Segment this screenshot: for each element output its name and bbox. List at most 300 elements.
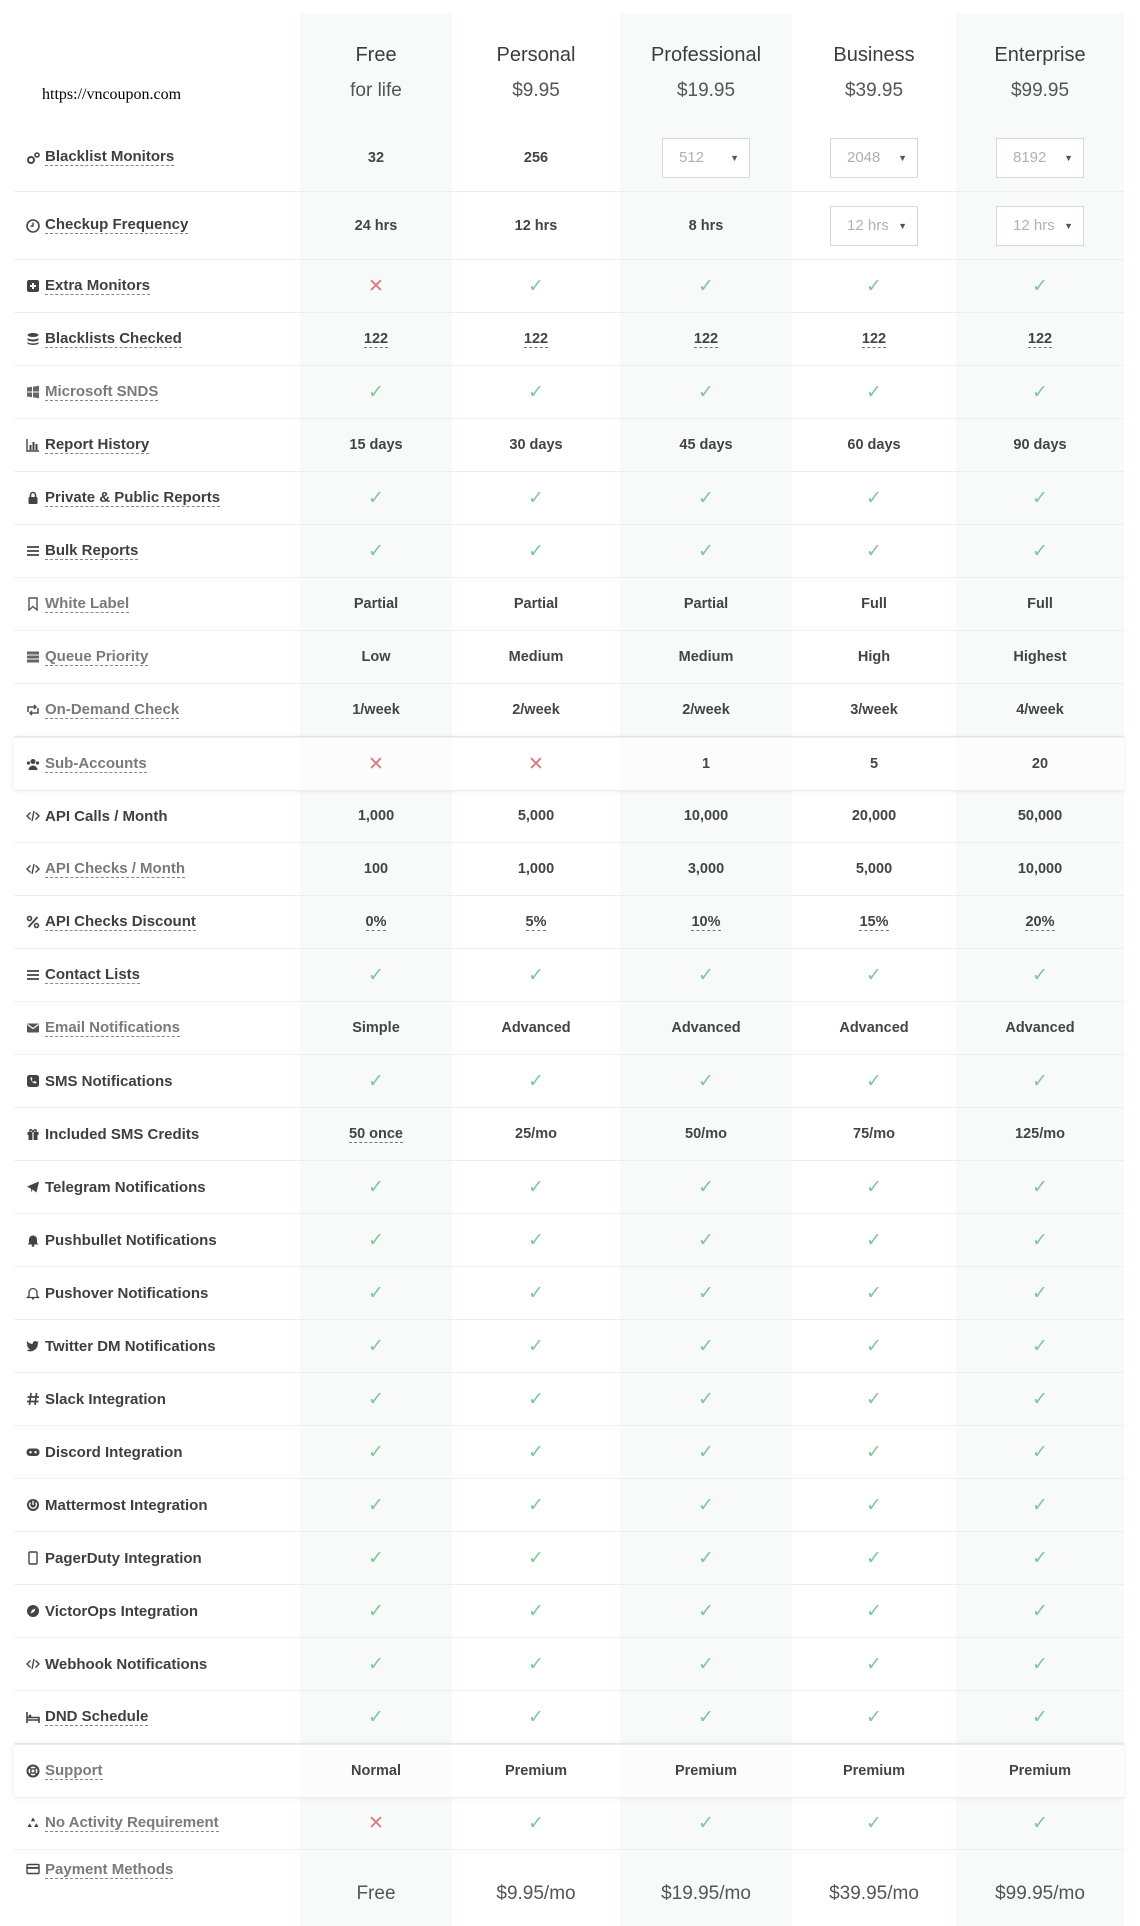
cross-icon: ✕ — [368, 275, 384, 297]
cell-blacklists-checked-enterprise[interactable] — [956, 313, 1124, 365]
feature-label-pushbullet-notifications — [14, 1214, 300, 1266]
cell-checkup-frequency-business[interactable] — [792, 192, 956, 259]
check-icon: ✓ — [528, 1335, 544, 1357]
cell-dnd-schedule-enterprise — [956, 1691, 1124, 1743]
feature-label-text: Blacklists Checked — [45, 329, 182, 347]
cell-blacklist-monitors-enterprise[interactable] — [956, 124, 1124, 191]
check-icon: ✓ — [368, 1494, 384, 1516]
check-icon: ✓ — [528, 1653, 544, 1675]
cell-on-demand-check-free — [300, 684, 452, 736]
feature-label-text: On-Demand Check — [45, 700, 180, 718]
feature-row-included-sms-credits — [14, 1108, 1124, 1161]
feature-row-report-history — [14, 419, 1124, 472]
clock-icon — [26, 219, 40, 233]
check-icon: ✓ — [698, 1653, 714, 1675]
cell-webhook-notifications-personal — [452, 1638, 620, 1690]
cell-bulk-reports-business — [792, 525, 956, 577]
cell-value: 256 — [523, 149, 549, 166]
check-icon: ✓ — [866, 1812, 882, 1834]
check-icon: ✓ — [866, 275, 882, 297]
check-icon: ✓ — [368, 1706, 384, 1728]
check-icon: ✓ — [368, 487, 384, 509]
cell-api-checks-month-free — [300, 843, 452, 895]
cell-white-label-free — [300, 578, 452, 630]
cell-api-checks-discount-professional[interactable] — [620, 896, 792, 948]
cell-slack-integration-professional — [620, 1373, 792, 1425]
feature-row-contact-lists — [14, 949, 1124, 1002]
cell-blacklists-checked-business[interactable] — [792, 313, 956, 365]
cell-report-history-enterprise — [956, 419, 1124, 471]
feature-label-support[interactable] — [14, 1745, 300, 1797]
select-value: 8192 — [1013, 149, 1047, 166]
cell-sub-accounts-personal — [452, 738, 620, 790]
cell-value: 8 hrs — [688, 217, 724, 234]
bed-icon — [26, 1710, 40, 1724]
cell-value: 2/week — [682, 702, 730, 718]
check-icon: ✓ — [1032, 1282, 1048, 1304]
feature-row-dnd-schedule — [14, 1691, 1124, 1744]
cell-value: 122 — [861, 330, 887, 347]
check-icon: ✓ — [1032, 1229, 1048, 1251]
plan-name: Enterprise — [994, 44, 1086, 66]
cell-support-personal — [452, 1745, 620, 1797]
feature-label-blacklists-checked[interactable] — [14, 313, 300, 365]
feature-label-checkup-frequency[interactable] — [14, 192, 300, 259]
feature-label-bulk-reports[interactable] — [14, 525, 300, 577]
cell-included-sms-credits-business — [792, 1108, 956, 1160]
cell-victorops-integration-professional — [620, 1585, 792, 1637]
cell-value: 5% — [525, 913, 547, 930]
feature-label-text: API Calls / Month — [45, 807, 168, 825]
check-icon: ✓ — [866, 1229, 882, 1251]
cell-telegram-notifications-enterprise — [956, 1161, 1124, 1213]
select-dropdown[interactable] — [830, 206, 918, 246]
cell-value: 125/mo — [1015, 1126, 1065, 1142]
check-icon: ✓ — [866, 487, 882, 509]
cell-telegram-notifications-personal — [452, 1161, 620, 1213]
cell-pushover-notifications-business — [792, 1267, 956, 1319]
list-icon — [26, 544, 40, 558]
cell-api-checks-month-professional — [620, 843, 792, 895]
cell-mattermost-integration-free — [300, 1479, 452, 1531]
cell-value: Partial — [513, 596, 559, 612]
cell-value: 24 hrs — [354, 217, 398, 234]
cell-value: 122 — [523, 330, 549, 347]
check-icon: ✓ — [1032, 964, 1048, 986]
cell-value: 45 days — [679, 437, 733, 453]
cell-extra-monitors-professional — [620, 260, 792, 312]
feature-label-no-activity-requirement[interactable] — [14, 1797, 300, 1849]
cell-value: 10% — [691, 913, 721, 930]
code-icon — [26, 809, 40, 823]
database-icon — [26, 332, 40, 346]
caret-down-icon: ▼ — [898, 220, 907, 231]
check-icon: ✓ — [368, 964, 384, 986]
cell-sub-accounts-professional — [620, 738, 792, 790]
check-icon: ✓ — [528, 1600, 544, 1622]
check-icon: ✓ — [698, 1176, 714, 1198]
cell-microsoft-snds-business — [792, 366, 956, 418]
feature-label-text: Bulk Reports — [45, 541, 139, 559]
feature-label-text: Slack Integration — [45, 1390, 166, 1408]
cell-value: Low — [361, 649, 391, 665]
select-value: 12 hrs — [1013, 217, 1055, 234]
feature-label-api-checks-discount[interactable] — [14, 896, 300, 948]
cell-slack-integration-business — [792, 1373, 956, 1425]
cell-api-checks-month-business — [792, 843, 956, 895]
check-icon: ✓ — [1032, 1653, 1048, 1675]
check-icon: ✓ — [698, 1706, 714, 1728]
select-value: 512 — [679, 149, 705, 166]
compass-icon — [26, 1604, 40, 1618]
caret-down-icon: ▼ — [898, 152, 907, 163]
feature-row-sub-accounts — [14, 737, 1124, 791]
feature-label-text: White Label — [45, 594, 130, 612]
check-icon: ✓ — [1032, 275, 1048, 297]
feature-row-victorops-integration — [14, 1585, 1124, 1638]
check-icon: ✓ — [528, 1070, 544, 1092]
check-icon: ✓ — [528, 1706, 544, 1728]
cell-value: 2/week — [512, 702, 560, 718]
feature-label-white-label[interactable] — [14, 578, 300, 630]
cell-value: 50/mo — [685, 1126, 727, 1142]
cell-twitter-dm-notifications-business — [792, 1320, 956, 1372]
cell-api-checks-discount-business[interactable] — [792, 896, 956, 948]
feature-label-email-notifications[interactable] — [14, 1002, 300, 1054]
plan-price: $99.95 — [1010, 80, 1070, 101]
check-icon: ✓ — [1032, 1335, 1048, 1357]
cell-value: 3/week — [850, 702, 898, 718]
cell-value: 12 hrs — [514, 217, 558, 234]
cell-value: 15 days — [349, 437, 403, 453]
cell-extra-monitors-free — [300, 260, 452, 312]
feature-row-white-label — [14, 578, 1124, 631]
plan-header-personal — [452, 14, 620, 124]
cell-victorops-integration-enterprise — [956, 1585, 1124, 1637]
payment-amount-free: Free — [356, 1883, 396, 1904]
check-icon: ✓ — [1032, 1070, 1048, 1092]
check-icon: ✓ — [698, 275, 714, 297]
check-icon: ✓ — [368, 1547, 384, 1569]
feature-label-sub-accounts[interactable] — [14, 738, 300, 790]
feature-label-text: Checkup Frequency — [45, 216, 189, 233]
cell-pushbullet-notifications-personal — [452, 1214, 620, 1266]
select-dropdown[interactable] — [830, 138, 918, 178]
check-icon: ✓ — [698, 1229, 714, 1251]
feature-label-on-demand-check[interactable] — [14, 684, 300, 736]
feature-label-webhook-notifications — [14, 1638, 300, 1690]
feature-label-twitter-dm-notifications — [14, 1320, 300, 1372]
plan-header-professional — [620, 14, 792, 124]
cell-mattermost-integration-business — [792, 1479, 956, 1531]
feature-label-text: API Checks / Month — [45, 859, 186, 877]
feature-label-blacklist-monitors[interactable] — [14, 124, 300, 191]
cell-checkup-frequency-professional — [620, 192, 792, 259]
check-icon: ✓ — [698, 964, 714, 986]
feature-row-twitter-dm-notifications — [14, 1320, 1124, 1373]
cell-extra-monitors-enterprise — [956, 260, 1124, 312]
cell-email-notifications-enterprise — [956, 1002, 1124, 1054]
feature-label-text: Blacklist Monitors — [45, 148, 175, 165]
cell-checkup-frequency-enterprise[interactable] — [956, 192, 1124, 259]
cell-twitter-dm-notifications-professional — [620, 1320, 792, 1372]
cell-value: 122 — [693, 330, 719, 347]
check-icon: ✓ — [866, 1706, 882, 1728]
cell-slack-integration-enterprise — [956, 1373, 1124, 1425]
cell-extra-monitors-personal — [452, 260, 620, 312]
check-icon: ✓ — [866, 1547, 882, 1569]
feature-row-blacklist-monitors — [14, 124, 1124, 192]
cell-value: Premium — [504, 1763, 568, 1779]
cell-queue-priority-free — [300, 631, 452, 683]
cell-value: Medium — [678, 649, 734, 665]
cell-private-public-reports-business — [792, 472, 956, 524]
cell-value: 32 — [367, 149, 385, 166]
cell-victorops-integration-free — [300, 1585, 452, 1637]
plan-price: $19.95 — [676, 80, 736, 101]
caret-down-icon: ▼ — [1064, 152, 1073, 163]
feature-label-private-public-reports[interactable] — [14, 472, 300, 524]
cell-blacklist-monitors-free — [300, 124, 452, 191]
select-value: 12 hrs — [847, 217, 889, 234]
check-icon: ✓ — [866, 1335, 882, 1357]
cell-included-sms-credits-personal — [452, 1108, 620, 1160]
cross-icon: ✕ — [528, 753, 544, 775]
select-dropdown[interactable] — [662, 138, 750, 178]
cell-value: Advanced — [839, 1020, 909, 1036]
check-icon: ✓ — [368, 540, 384, 562]
cell-api-calls-month-professional — [620, 790, 792, 842]
feature-label-pagerduty-integration — [14, 1532, 300, 1584]
cell-blacklist-monitors-professional[interactable] — [620, 124, 792, 191]
check-icon: ✓ — [368, 1335, 384, 1357]
cell-telegram-notifications-business — [792, 1161, 956, 1213]
credit-card-icon — [26, 1862, 40, 1876]
feature-label-api-checks-month[interactable] — [14, 843, 300, 895]
feature-label-text: Sub-Accounts — [45, 754, 147, 772]
feature-label-payment-methods[interactable] — [14, 1850, 300, 1879]
cell-pushbullet-notifications-business — [792, 1214, 956, 1266]
feature-label-telegram-notifications — [14, 1161, 300, 1213]
feature-label-victorops-integration — [14, 1585, 300, 1637]
cell-contact-lists-enterprise — [956, 949, 1124, 1001]
check-icon: ✓ — [698, 1282, 714, 1304]
select-dropdown[interactable] — [996, 206, 1084, 246]
cell-api-calls-month-enterprise — [956, 790, 1124, 842]
check-icon: ✓ — [698, 381, 714, 403]
check-icon: ✓ — [528, 1388, 544, 1410]
cell-twitter-dm-notifications-enterprise — [956, 1320, 1124, 1372]
check-icon: ✓ — [866, 1282, 882, 1304]
cell-value: 1,000 — [517, 861, 555, 877]
check-icon: ✓ — [368, 1653, 384, 1675]
feature-label-microsoft-snds[interactable] — [14, 366, 300, 418]
cell-value: 50,000 — [1017, 808, 1063, 824]
payment-amount-personal: $9.95/mo — [496, 1883, 576, 1904]
cell-microsoft-snds-enterprise — [956, 366, 1124, 418]
cell-api-calls-month-free — [300, 790, 452, 842]
cell-private-public-reports-enterprise — [956, 472, 1124, 524]
check-icon: ✓ — [528, 1282, 544, 1304]
cell-api-checks-discount-personal[interactable] — [452, 896, 620, 948]
feature-row-mattermost-integration — [14, 1479, 1124, 1532]
check-icon: ✓ — [528, 275, 544, 297]
feature-row-extra-monitors — [14, 260, 1124, 313]
feature-row-microsoft-snds — [14, 366, 1124, 419]
check-icon: ✓ — [698, 540, 714, 562]
check-icon: ✓ — [528, 540, 544, 562]
cell-support-enterprise — [956, 1745, 1124, 1797]
cell-dnd-schedule-free — [300, 1691, 452, 1743]
cell-mattermost-integration-professional — [620, 1479, 792, 1531]
check-icon: ✓ — [528, 1812, 544, 1834]
cell-discord-integration-professional — [620, 1426, 792, 1478]
check-icon: ✓ — [866, 1494, 882, 1516]
cell-telegram-notifications-professional — [620, 1161, 792, 1213]
cell-api-checks-month-personal — [452, 843, 620, 895]
feature-label-contact-lists[interactable] — [14, 949, 300, 1001]
windows-icon — [26, 385, 40, 399]
check-icon: ✓ — [528, 487, 544, 509]
feature-label-text: SMS Notifications — [45, 1072, 173, 1090]
check-icon: ✓ — [368, 1441, 384, 1463]
cell-value: 5,000 — [517, 808, 555, 824]
cell-mattermost-integration-personal — [452, 1479, 620, 1531]
feature-label-text: Payment Methods — [45, 1861, 174, 1878]
cell-api-checks-discount-free[interactable] — [300, 896, 452, 948]
check-icon: ✓ — [698, 1494, 714, 1516]
feature-label-text: Report History — [45, 435, 150, 453]
cell-victorops-integration-personal — [452, 1585, 620, 1637]
feature-label-text: Discord Integration — [45, 1443, 183, 1461]
feature-label-text: Included SMS Credits — [45, 1125, 200, 1143]
check-icon: ✓ — [866, 1388, 882, 1410]
cell-api-checks-discount-enterprise[interactable] — [956, 896, 1124, 948]
check-icon: ✓ — [1032, 1547, 1048, 1569]
feature-label-queue-priority[interactable] — [14, 631, 300, 683]
feature-label-dnd-schedule[interactable] — [14, 1691, 300, 1743]
cell-included-sms-credits-free[interactable] — [300, 1108, 452, 1160]
cell-api-calls-month-business — [792, 790, 956, 842]
cell-sub-accounts-business — [792, 738, 956, 790]
check-icon: ✓ — [1032, 381, 1048, 403]
cell-bulk-reports-enterprise — [956, 525, 1124, 577]
feature-label-text: Contact Lists — [45, 965, 141, 983]
cell-sms-notifications-enterprise — [956, 1055, 1124, 1107]
cell-checkup-frequency-personal — [452, 192, 620, 259]
check-icon: ✓ — [1032, 1176, 1048, 1198]
check-icon: ✓ — [368, 1176, 384, 1198]
cell-blacklist-monitors-personal — [452, 124, 620, 191]
payment-amount-business: $39.95/mo — [829, 1883, 919, 1904]
cell-value: Highest — [1013, 649, 1067, 665]
cell-value: 122 — [363, 330, 389, 347]
check-icon: ✓ — [866, 1653, 882, 1675]
cell-discord-integration-business — [792, 1426, 956, 1478]
recycle-icon — [26, 1816, 40, 1830]
cell-queue-priority-personal — [452, 631, 620, 683]
cell-checkup-frequency-free — [300, 192, 452, 259]
cell-sub-accounts-free — [300, 738, 452, 790]
cell-report-history-personal — [452, 419, 620, 471]
cell-value: 100 — [363, 861, 389, 877]
cell-value: Full — [1027, 596, 1053, 612]
check-icon: ✓ — [368, 1070, 384, 1092]
plan-name: Personal — [496, 44, 576, 66]
feature-label-slack-integration — [14, 1373, 300, 1425]
cell-pushover-notifications-personal — [452, 1267, 620, 1319]
feature-label-extra-monitors[interactable] — [14, 260, 300, 312]
retweet-icon — [26, 703, 40, 717]
cell-twitter-dm-notifications-free — [300, 1320, 452, 1372]
cell-value: Premium — [674, 1763, 738, 1779]
cell-bulk-reports-personal — [452, 525, 620, 577]
cell-pushover-notifications-free — [300, 1267, 452, 1319]
select-dropdown[interactable] — [996, 138, 1084, 178]
cell-api-checks-month-enterprise — [956, 843, 1124, 895]
check-icon: ✓ — [866, 1600, 882, 1622]
cell-sms-notifications-personal — [452, 1055, 620, 1107]
bell-icon — [26, 1233, 40, 1247]
cell-blacklists-checked-free[interactable] — [300, 313, 452, 365]
cell-email-notifications-personal — [452, 1002, 620, 1054]
feature-label-text: Pushover Notifications — [45, 1284, 209, 1302]
cell-value: 20% — [1025, 913, 1055, 930]
cell-white-label-business — [792, 578, 956, 630]
cell-blacklists-checked-personal[interactable] — [452, 313, 620, 365]
cell-contact-lists-personal — [452, 949, 620, 1001]
check-icon: ✓ — [1032, 1441, 1048, 1463]
cell-microsoft-snds-professional — [620, 366, 792, 418]
cell-email-notifications-free — [300, 1002, 452, 1054]
cell-pagerduty-integration-personal — [452, 1532, 620, 1584]
cell-private-public-reports-professional — [620, 472, 792, 524]
cell-blacklists-checked-professional[interactable] — [620, 313, 792, 365]
cell-value: Advanced — [671, 1020, 741, 1036]
feature-label-text: PagerDuty Integration — [45, 1549, 202, 1567]
caret-down-icon: ▼ — [1064, 220, 1073, 231]
feature-label-discord-integration — [14, 1426, 300, 1478]
cell-no-activity-requirement-free — [300, 1797, 452, 1849]
check-icon: ✓ — [866, 540, 882, 562]
cell-value: 20,000 — [851, 808, 897, 824]
cell-value: Simple — [352, 1020, 400, 1036]
cell-pushbullet-notifications-professional — [620, 1214, 792, 1266]
feature-label-report-history[interactable] — [14, 419, 300, 471]
check-icon: ✓ — [698, 1812, 714, 1834]
cell-value: Advanced — [501, 1020, 571, 1036]
cell-white-label-professional — [620, 578, 792, 630]
cell-pagerduty-integration-enterprise — [956, 1532, 1124, 1584]
code-icon — [26, 1657, 40, 1671]
plan-name: Professional — [650, 44, 762, 66]
cell-on-demand-check-business — [792, 684, 956, 736]
feature-label-text: Webhook Notifications — [45, 1655, 208, 1673]
cell-sub-accounts-enterprise — [956, 738, 1124, 790]
feature-label-included-sms-credits — [14, 1108, 300, 1160]
cell-blacklist-monitors-business[interactable] — [792, 124, 956, 191]
cell-webhook-notifications-free — [300, 1638, 452, 1690]
watermark-text: https://vncoupon.com — [42, 86, 182, 103]
telegram-icon — [26, 1180, 40, 1194]
feature-label-text: Pushbullet Notifications — [45, 1231, 217, 1249]
cell-value: 0% — [365, 913, 387, 930]
cell-white-label-personal — [452, 578, 620, 630]
feature-row-api-checks-month — [14, 843, 1124, 896]
cell-contact-lists-professional — [620, 949, 792, 1001]
check-icon: ✓ — [866, 1441, 882, 1463]
cell-value: Full — [861, 596, 887, 612]
